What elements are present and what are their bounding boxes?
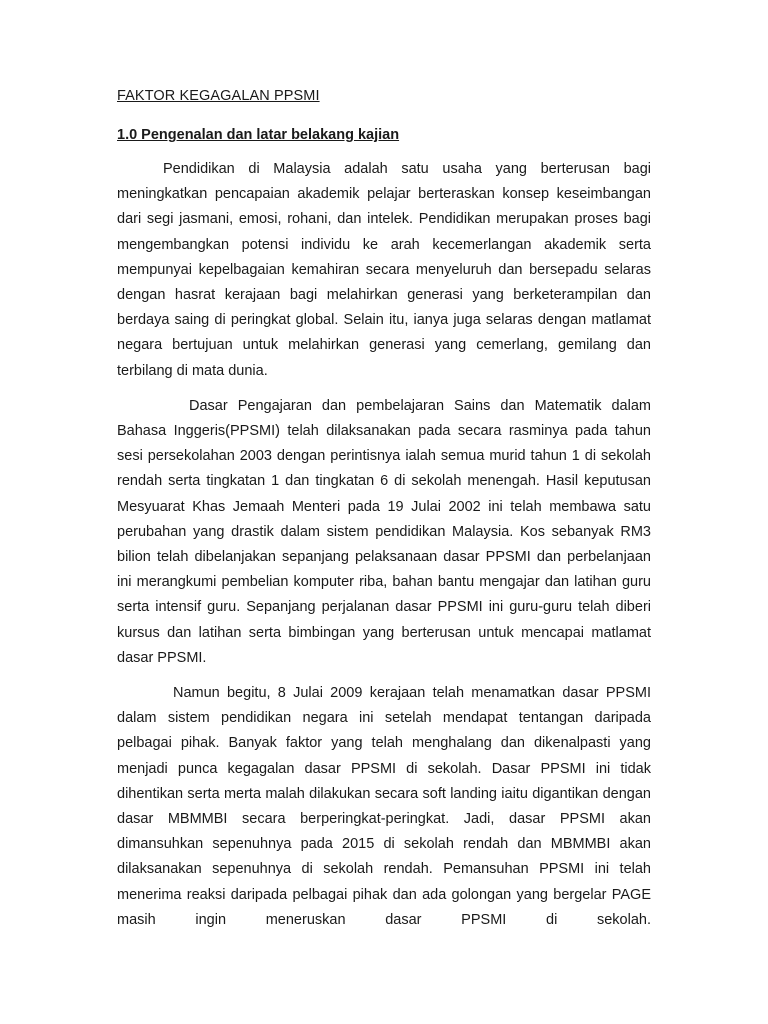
paragraph-ppsmi-abolition: Namun begitu, 8 Julai 2009 kerajaan telah menamatkan dasar PPSMI dalam sistem pendidikan negara ini setelah mendapat tentangan daripada pelbagai pihak. Banyak faktor yang telah menghalang dan dikenalpasti yang menjadi punca kegagalan dasar PPSMI di sekolah. Dasar PPSMI ini tidak dihentikan serta merta malah dilakukan secara soft landing iaitu digantikan dengan dasar MBMMBI secara berperingkat-peringkat. Jadi, dasar PPSMI akan dimansuhkan sepenuhnya pada 2015 di sekolah rendah dan MBMMBI akan dilaksanakan sepenuhnya di sekolah rendah. Pemansuhan PPSMI ini telah menerima reaksi daripada pelbagai pihak dan ada golongan yang bergelar PAGE masih ingin meneruskan dasar PPSMI di sekolah. [117,685,651,928]
paragraph-ppsmi-policy: Dasar Pengajaran dan pembelajaran Sains dan Matematik dalam Bahasa Inggeris(PPSMI) telah dilaksanakan pada secara rasminya pada tahun sesi persekolahan 2003 dengan perintisnya ialah semua murid tahun 1 di sekolah rendah serta tingkatan 1 dan tingkatan 6 di sekolah menengah. Hasil keputusan Mesyuarat Khas Jemaah Menteri pada 19 Julai 2002 ini telah membawa satu perubahan yang drastik dalam sistem pendidikan Malaysia. Kos sebanyak RM3 bilion telah dibelanjakan sepanjang pelaksanaan dasar PPSMI dan perbelanjaan ini merangkumi pembelian komputer riba, bahan bantu mengajar dan latihan guru serta intensif guru. Sepanjang perjalanan dasar PPSMI ini guru-guru telah diberi kursus dan latihan serta bimbingan yang berterusan untuk mencapai matlamat dasar PPSMI. [117,397,651,666]
document-page [117,86,651,943]
paragraph-introduction: Pendidikan di Malaysia adalah satu usaha yang berterusan bagi meningkatkan pencapaian akademik pelajar berteraskan konsep keseimbangan dari segi jasmani, emosi, rohani, dan intelek. Pendidikan merupakan proses bagi mengembangkan potensi individu ke arah kecemerlangan akademik serta mempunyai kepelbagaian kemahiran secara menyeluruh dan bersepadu selaras dengan hasrat kerajaan bagi melahirkan generasi yang berketerampilan dan berdaya saing di peringkat global. Selain itu, ianya juga selaras dengan matlamat negara bertujuan untuk melahirkan generasi yang cemerlang, gemilang dan terbilang di mata dunia. [117,161,651,379]
section-heading: 1.0 Pengenalan dan latar belakang kajian [117,127,400,143]
document-title: FAKTOR KEGAGALAN PPSMI [117,88,320,104]
